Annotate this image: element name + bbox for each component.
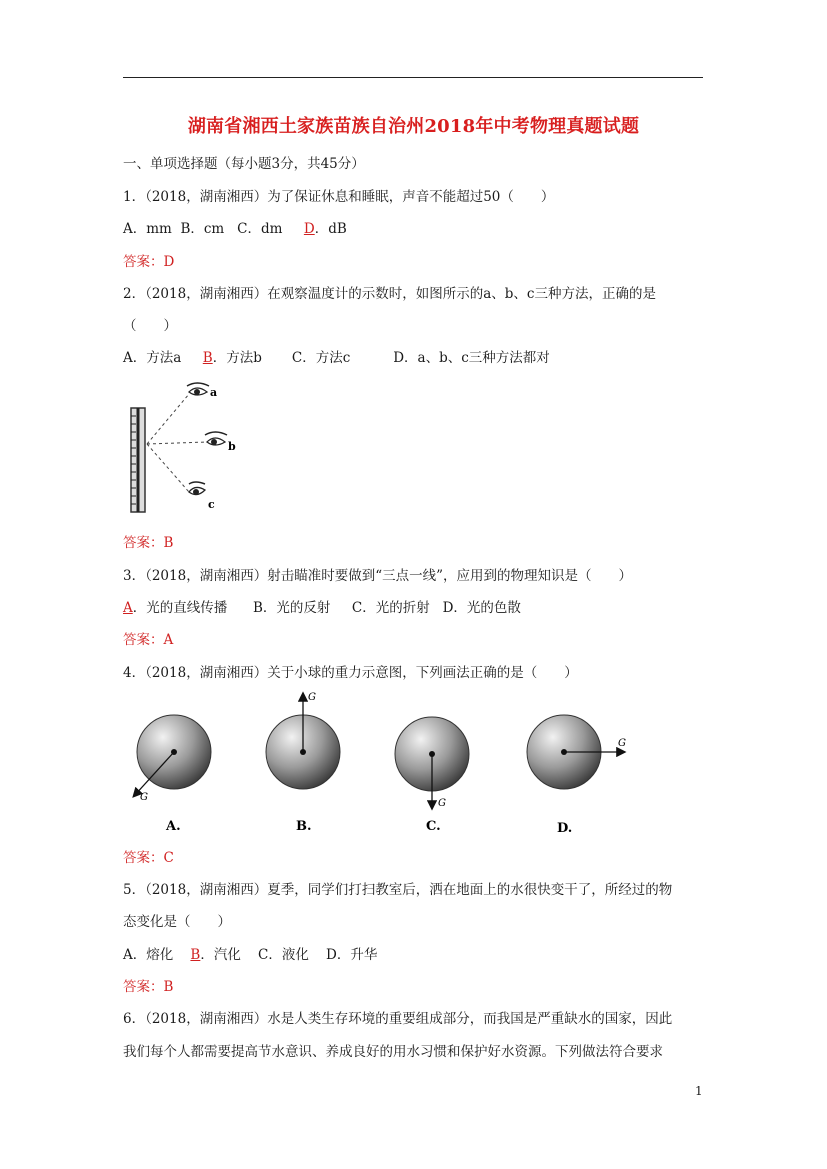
q1-option-d-letter: D [303, 221, 315, 237]
question-5-stem-cont: 态变化是（ ） [123, 914, 231, 930]
eye-icon-a [187, 383, 209, 395]
q1-option-c: C．dm [237, 221, 283, 237]
gravity-figure [120, 688, 640, 838]
q3-option-b: B．光的反射 [253, 600, 331, 616]
question-6-stem: 6．（2018，湖南湘西）水是人类生存环境的重要组成部分，而我国是严重缺水的国家，因此 [123, 1011, 673, 1027]
header-rule [123, 77, 703, 78]
force-label-b: G [308, 692, 316, 703]
question-3-options [123, 596, 521, 616]
ball-diagram-b [266, 692, 340, 834]
option-label-b: B. [296, 819, 312, 834]
ball-diagram-d [527, 715, 626, 836]
q5-option-b-text: ．汽化 [200, 947, 241, 963]
question-1-stem: 1．（2018，湖南湘西）为了保证休息和睡眠，声音不能超过50（ ） [123, 189, 555, 205]
q2-option-c: C．方法c [291, 350, 351, 366]
ball-diagram-c [395, 717, 469, 834]
force-label-a: G [140, 792, 148, 803]
question-2-stem: 2．（2018，湖南湘西）在观察温度计的示数时，如图所示的a、b、c三种方法，正确的是 [123, 286, 656, 302]
q5-option-c: C．液化 [258, 947, 309, 963]
sight-line-a [147, 394, 189, 444]
figure-label-c: c [208, 498, 215, 511]
question-2-stem-cont: （ ） [123, 318, 177, 334]
question-2-answer: 答案：B [123, 535, 174, 551]
question-5-answer: 答案：B [123, 979, 174, 995]
question-4-answer: 答案：C [123, 850, 174, 866]
q1-option-b: B．cm [180, 221, 225, 237]
page-number: 1 [695, 1084, 703, 1098]
q3-option-c: C．光的折射 [351, 600, 430, 616]
q2-option-a: A．方法a [123, 350, 182, 366]
section-heading: 一、单项选择题（每小题3分，共45分） [123, 156, 365, 172]
figure-label-a: a [210, 386, 218, 399]
eye-icon-c [189, 482, 205, 495]
question-3-stem: 3．（2018，湖南湘西）射击瞄准时要做到“三点一线”，应用到的物理知识是（ ） [123, 568, 632, 584]
question-1-answer: 答案：D [123, 254, 175, 270]
question-3-answer: 答案：A [123, 632, 174, 648]
question-6-stem-cont: 我们每个人都需要提高节水意识、养成良好的用水习惯和保护好水资源。下列做法符合要求 [123, 1044, 663, 1060]
q1-option-d-text: ．dB [314, 221, 347, 237]
q3-option-a-text: ．光的直线传播 [132, 600, 228, 616]
q2-option-b-text: ．方法b [212, 350, 262, 366]
q3-option-a-letter: A [123, 600, 133, 616]
q5-option-d: D．升华 [326, 947, 378, 963]
thermometer-figure [125, 380, 245, 515]
question-4-stem: 4．（2018，湖南湘西）关于小球的重力示意图，下列画法正确的是（ ） [123, 665, 578, 681]
question-5-options [123, 943, 377, 963]
option-label-a: A. [166, 819, 181, 834]
option-label-c: C. [426, 819, 441, 834]
q5-option-a: A．熔化 [123, 947, 174, 963]
page-title: 湖南省湘西土家族苗族自治州2018年中考物理真题试题 [187, 116, 640, 137]
option-label-d: D. [557, 821, 573, 836]
question-5-stem: 5．（2018，湖南湘西）夏季，同学们打扫教室后，洒在地面上的水很快变干了，所经过的物 [123, 882, 673, 898]
force-label-c: G [438, 798, 446, 809]
q5-option-b-letter: B [190, 947, 201, 963]
ball-diagram-a [134, 715, 211, 834]
sight-line-c [147, 444, 189, 492]
question-2-options [123, 346, 550, 366]
q1-option-a: A．mm [123, 221, 172, 237]
eye-icon-b [205, 432, 227, 445]
q2-option-d: D．a、b、c三种方法都对 [393, 350, 550, 366]
force-label-d: G [618, 738, 626, 749]
question-1-options [123, 217, 347, 237]
figure-label-b: b [228, 440, 236, 453]
q3-option-d: D．光的色散 [442, 600, 521, 616]
sight-line-b [147, 442, 207, 444]
q2-option-b-letter: B [202, 350, 213, 366]
